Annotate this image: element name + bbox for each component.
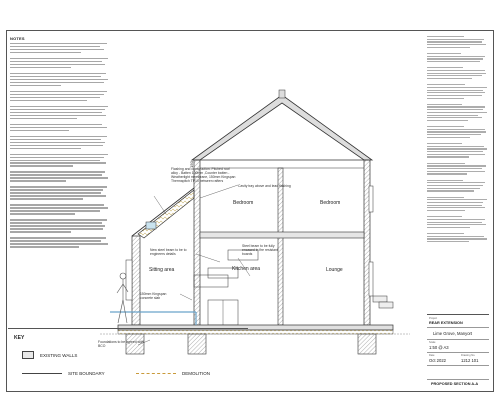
key-demolition — [136, 371, 210, 376]
project-address: Lime Grove, Manyort — [433, 331, 473, 336]
key-demolition-label: DEMOLITION — [182, 371, 211, 376]
project-name: REAR EXTENSION — [429, 321, 463, 325]
callout-ceiling: Cavity tray above and lead flashing — [238, 184, 291, 188]
demolition-swatch — [136, 373, 176, 374]
key-existing-walls-label: EXISTING WALLS — [40, 352, 78, 358]
date-value: Oct 2022 — [429, 358, 446, 363]
callout-roof: Flashing and construction. Pitched roof alloy - Batten 100mm ,Counter batten - Weatherlight membrane, 150mm Kingspan Thermapitch TP10 between rafters — [171, 167, 236, 184]
callout-floor: 150mm Kingspan concrete slab — [140, 292, 167, 301]
notes-heading: NOTES — [10, 36, 25, 41]
drawing-title: PROPOSED SECTION A-A — [431, 382, 479, 386]
drawing-key — [8, 328, 248, 389]
kitchen-units — [208, 268, 238, 325]
key-site-boundary-label: SITE BOUNDARY — [68, 371, 105, 376]
main-roof — [192, 90, 372, 160]
site-boundary-swatch — [22, 373, 62, 374]
key-site-boundary — [22, 371, 105, 376]
existing-walls-swatch — [22, 351, 34, 359]
callout-wall: Steel beam to be fully encased in fire resistant boards — [242, 244, 278, 257]
drawing-no-value: 1212 101 — [461, 358, 479, 363]
room-label-lounge: Lounge — [326, 267, 343, 273]
title-block — [427, 314, 489, 391]
date-caption: Date — [429, 354, 435, 357]
drain-pipe — [110, 312, 196, 325]
scale-value: 1:50 @ A3 — [429, 345, 449, 350]
room-label-sitting-area: Sitting area — [149, 267, 175, 273]
room-label-bedroom-right: Bedroom — [320, 200, 341, 206]
callout-steel: New steel beam to be to engineers details — [150, 248, 187, 257]
room-label-bedroom-left: Bedroom — [233, 200, 254, 206]
callout-foundation: Foundations to be agreed with BCO — [98, 340, 144, 349]
key-existing-walls — [22, 351, 77, 359]
project-caption: Project — [429, 317, 438, 320]
scale-caption: Scale — [429, 341, 436, 344]
dimension-150: 150 — [188, 161, 194, 168]
right-windows — [369, 186, 393, 308]
key-title: KEY — [14, 335, 25, 341]
room-label-kitchen-area: Kitchen area — [232, 266, 261, 272]
extension-roof — [132, 188, 194, 238]
drawing-no-caption: Drawing No. — [461, 354, 476, 357]
